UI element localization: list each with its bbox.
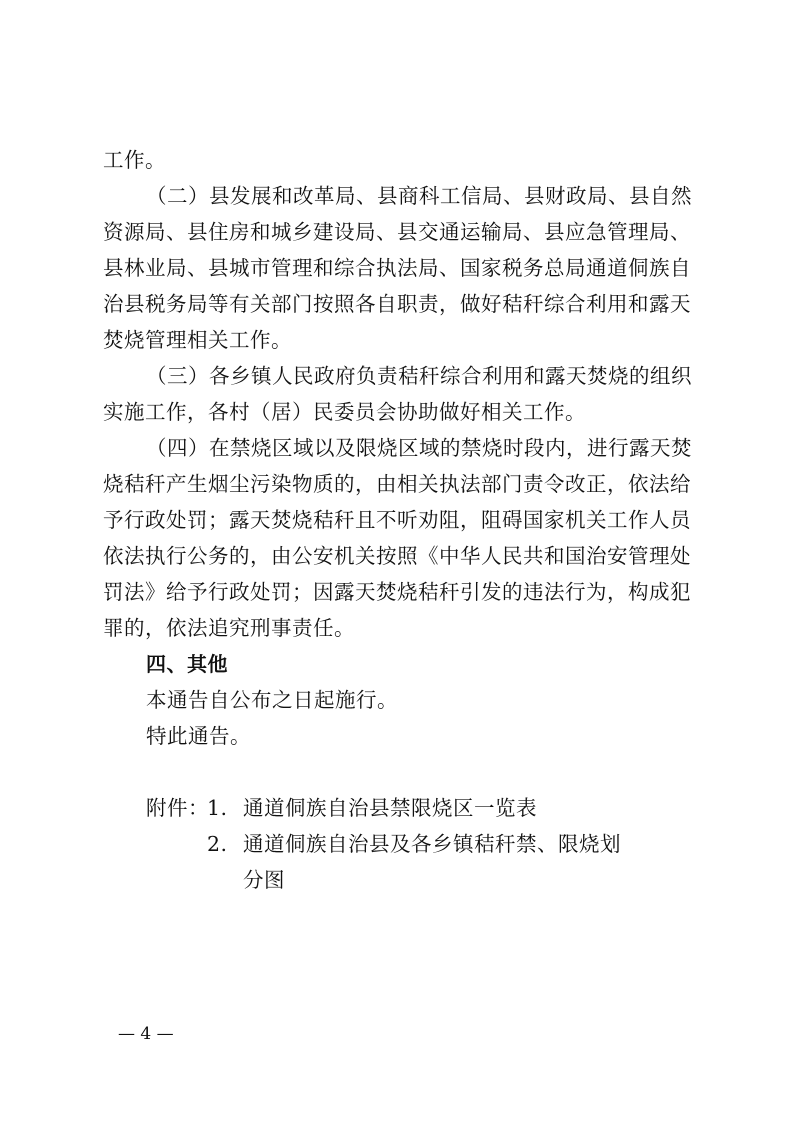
paragraph-line: 工作。: [103, 148, 166, 172]
paragraph-line: 资源局、县住房和城乡建设局、县交通运输局、县应急管理局、: [103, 220, 691, 244]
paragraph-line: 予行政处罚；露天焚烧秸秆且不听劝阻，阻碍国家机关工作人员: [103, 508, 691, 532]
attachment-item-1-text: 通道侗族自治县禁限烧区一览表: [243, 796, 537, 820]
paragraph-line: 治县税务局等有关部门按照各自职责，做好秸秆综合利用和露天: [103, 292, 691, 316]
paragraph-line: 罪的，依法追究刑事责任。: [103, 616, 355, 640]
attachments-label: 附件：: [146, 796, 209, 820]
paragraph-line: 焚烧管理相关工作。: [103, 328, 292, 352]
paragraph-line: 县林业局、县城市管理和综合执法局、国家税务总局通道侗族自: [103, 256, 691, 280]
attachment-item-1-number: 1.: [207, 796, 228, 820]
paragraph-line: （三）各乡镇人民政府负责秸秆综合利用和露天焚烧的组织: [146, 364, 692, 388]
paragraph-line: （四）在禁烧区域以及限烧区域的禁烧时段内，进行露天焚: [146, 436, 692, 460]
closing-text: 特此通告。: [146, 724, 251, 748]
page-number: — 4 —: [118, 1024, 174, 1044]
effective-date-text: 本通告自公布之日起施行。: [146, 688, 398, 712]
paragraph-line: 实施工作，各村（居）民委员会协助做好相关工作。: [103, 400, 586, 424]
attachment-item-2-text: 通道侗族自治县及各乡镇秸秆禁、限烧划: [243, 832, 621, 856]
paragraph-line: （二）县发展和改革局、县商科工信局、县财政局、县自然: [146, 184, 692, 208]
paragraph-line: 罚法》给予行政处罚；因露天焚烧秸秆引发的违法行为，构成犯: [103, 580, 691, 604]
paragraph-line: 烧秸秆产生烟尘污染物质的，由相关执法部门责令改正，依法给: [103, 472, 691, 496]
paragraph-line: 依法执行公务的，由公安机关按照《中华人民共和国治安管理处: [103, 544, 691, 568]
attachment-item-2-number: 2.: [207, 832, 228, 856]
section-heading: 四、其他: [146, 652, 228, 676]
attachment-item-2-text-continued: 分图: [243, 868, 285, 892]
